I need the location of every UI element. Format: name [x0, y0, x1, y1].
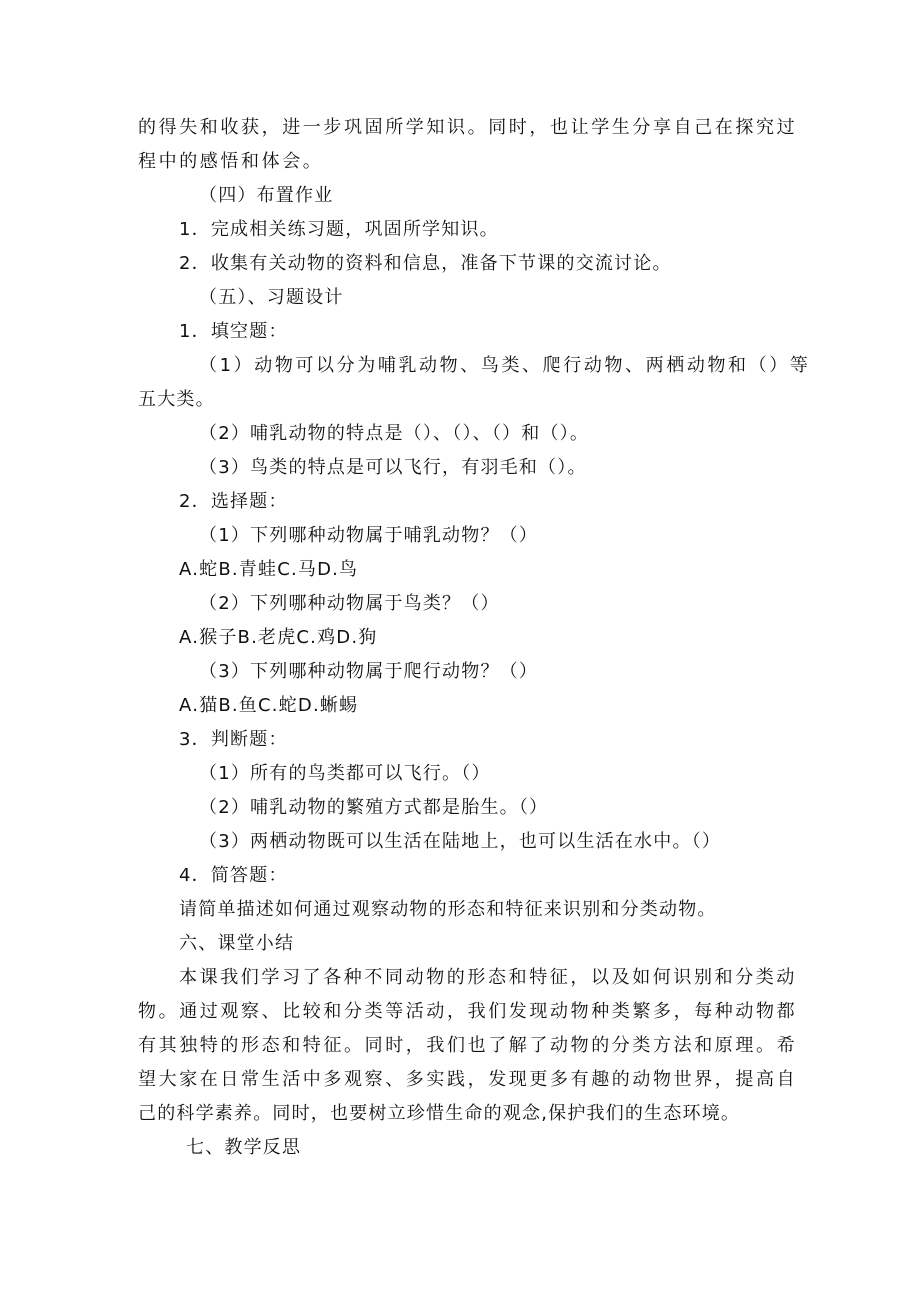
- question-item: （2）下列哪种动物属于鸟类？（）: [199, 593, 500, 614]
- answer-options: A.猴子B.老虎C.鸡D.狗: [179, 627, 378, 648]
- section-heading: 七、教学反思: [186, 1137, 302, 1158]
- section-heading: （四）布置作业: [199, 185, 334, 206]
- list-item: 1．完成相关练习题，巩固所学知识。: [179, 219, 499, 240]
- section-heading: 六、课堂小结: [179, 933, 295, 954]
- question-item: （3）鸟类的特点是可以飞行，有羽毛和（）。: [199, 457, 587, 478]
- answer-options: A.猫B.鱼C.蛇D.蜥蜴: [179, 695, 359, 716]
- question-item: （1）动物可以分为哺乳动物、鸟类、爬行动物、两栖动物和（）等: [199, 355, 811, 376]
- paragraph-line: 物。通过观察、比较和分类等活动，我们发现动物种类繁多，每种动物都: [138, 1001, 798, 1022]
- paragraph-line: 本课我们学习了各种不同动物的形态和特征，以及如何识别和分类动: [179, 967, 797, 988]
- paragraph-line: 的得失和收获，进一步巩固所学知识。同时，也让学生分享自己在探究过: [138, 117, 798, 138]
- question-item: （2）哺乳动物的繁殖方式都是胎生。（）: [199, 797, 549, 818]
- question-item: （1）所有的鸟类都可以飞行。（）: [199, 763, 491, 784]
- question-item: （3）下列哪种动物属于爬行动物？（）: [199, 661, 539, 682]
- question-item: （3）两栖动物既可以生活在陆地上，也可以生活在水中。（）: [199, 831, 722, 852]
- question-heading: 1．填空题：: [179, 321, 288, 342]
- question-heading: 2．选择题：: [179, 491, 288, 512]
- question-heading: 3．判断题：: [179, 729, 288, 750]
- paragraph-line: 五大类。: [138, 389, 215, 410]
- paragraph-line: 望大家在日常生活中多观察、多实践，发现更多有趣的动物世界，提高自: [138, 1069, 798, 1090]
- paragraph-line: 程中的感悟和体会。: [138, 151, 324, 172]
- answer-options: A.蛇B.青蛙C.马D.鸟: [179, 559, 359, 580]
- paragraph-line: 己的科学素养。同时，也要树立珍惜生命的观念,保护我们的生态环境。: [138, 1103, 741, 1124]
- question-heading: 4．简答题：: [179, 865, 288, 886]
- question-item: 请简单描述如何通过观察动物的形态和特征来识别和分类动物。: [179, 899, 717, 920]
- question-item: （1）下列哪种动物属于哺乳动物？（）: [199, 525, 539, 546]
- question-item: （2）哺乳动物的特点是（）、（）、（）和（）。: [199, 423, 590, 444]
- list-item: 2．收集有关动物的资料和信息，准备下节课的交流讨论。: [179, 253, 672, 274]
- paragraph-line: 有其独特的形态和特征。同时，我们也了解了动物的分类方法和原理。希: [138, 1035, 798, 1056]
- section-heading: （五）、习题设计: [199, 287, 344, 308]
